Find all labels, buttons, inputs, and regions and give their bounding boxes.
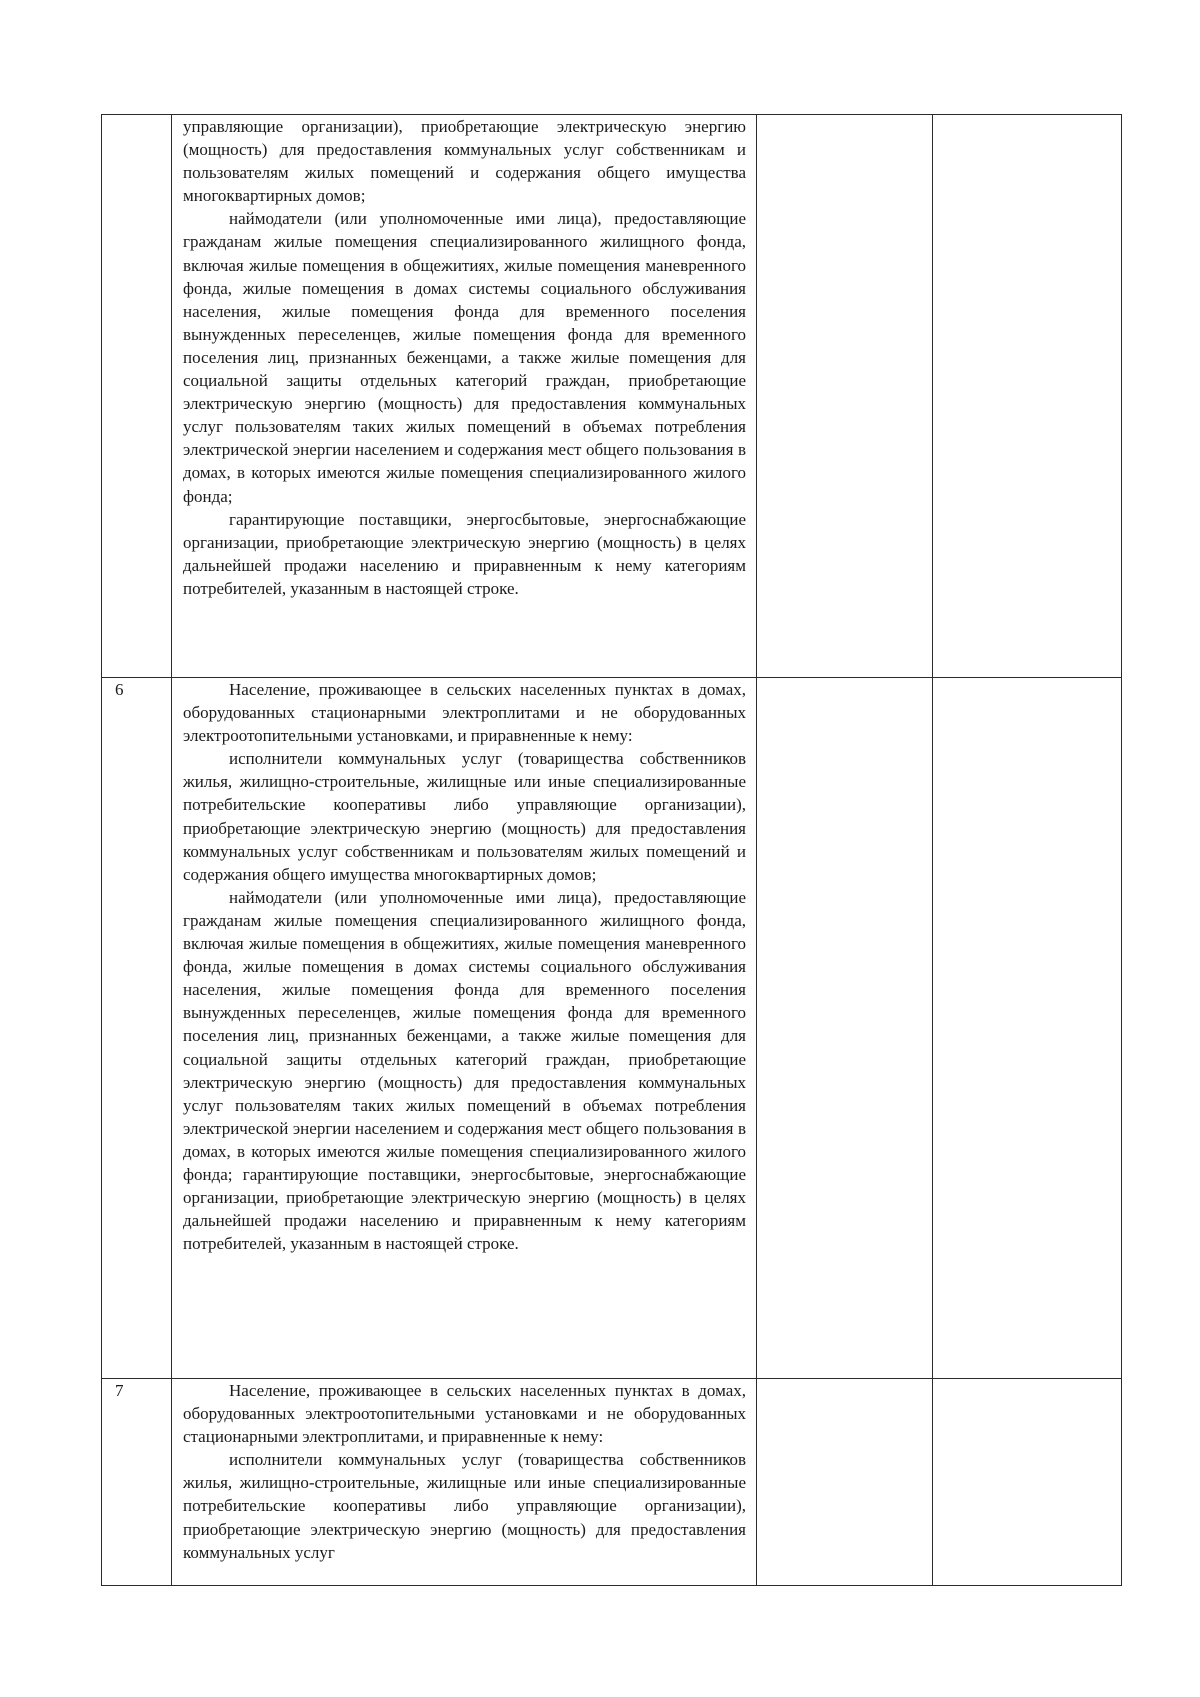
paragraph: исполнители коммунальных услуг (товарищества собственников жилья, жилищно-строительные, жилищные или иные специализированные потребительские кооперативы либо управляющие организации), приобретающие электрическую энергию (мощность) для предоставления коммунальных услуг собственникам и пользователям жилых помещений и содержания общего имущества многоквартирных домов; [183, 749, 746, 884]
paragraph: Население, проживающее в сельских населенных пунктах в домах, оборудованных электроотопительными установками и не оборудованных стационарными электроплитами, и приравненные к нему: [183, 1381, 746, 1447]
row-number-cell [102, 115, 172, 678]
empty-cell [933, 115, 1122, 678]
empty-cell [933, 1379, 1122, 1586]
row-number-cell: 6 [102, 678, 172, 1379]
paragraph: исполнители коммунальных услуг (товарищества собственников жилья, жилищно-строительные, жилищные или иные специализированные потребительские кооперативы либо управляющие организации), приобретающие электрическую энергию (мощность) для предоставления коммунальных услуг [183, 1450, 746, 1562]
paragraph: наймодатели (или уполномоченные ими лица), предоставляющие гражданам жилые помещения специализированного жилищного фонда, включая жилые помещения в общежитиях, жилые помещения маневренного фонда, жилые помещения в домах системы социального обслуживания населения, жилые помещения фонда для временного поселения вынужденных переселенцев, жилые помещения фонда для временного поселения лиц, признанных беженцами, а также жилые помещения для социальной защиты отдельных категорий граждан, приобретающие электрическую энергию (мощность) для предоставления коммунальных услуг пользователям таких жилых помещений в объемах потребления электрической энергии населением и содержания мест общего пользования в домах, в которых имеются жилые помещения специализированного жилого фонда; гарантирующие поставщики, энергосбытовые, энергоснабжающие организации, приобретающие электрическую энергию (мощность) в целях дальнейшей продажи населению и приравненным к нему категориям потребителей, указанным в настоящей строке. [183, 887, 746, 1254]
table-row [102, 678, 1122, 1379]
paragraph: наймодатели (или уполномоченные ими лица), предоставляющие гражданам жилые помещения специализированного жилищного фонда, включая жилые помещения в общежитиях, жилые помещения маневренного фонда, жилые помещения в домах системы социального обслуживания населения, жилые помещения фонда для временного поселения вынужденных переселенцев, жилые помещения фонда для временного поселения лиц, признанных беженцами, а также жилые помещения для социальной защиты отдельных категорий граждан, приобретающие электрическую энергию (мощность) для предоставления коммунальных услуг пользователям таких жилых помещений в объемах потребления электрической энергии населением и содержания мест общего пользования в домах, в которых имеются жилые помещения специализированного жилого фонда; [183, 209, 746, 506]
table-row [102, 115, 1122, 678]
row-description-cell [172, 678, 757, 1379]
empty-cell [757, 678, 933, 1379]
row-description-cell [172, 115, 757, 678]
paragraph: Население, проживающее в сельских населенных пунктах в домах, оборудованных стационарными электроплитами и не оборудованных электроотопительными установками, и приравненные к нему: [183, 680, 746, 746]
empty-cell [933, 678, 1122, 1379]
paragraph: управляющие организации), приобретающие электрическую энергию (мощность) для предоставления коммунальных услуг собственникам и пользователям жилых помещений и содержания общего имущества многоквартирных домов; [183, 117, 746, 206]
row-description-cell [172, 1379, 757, 1586]
cell-text-clip [183, 1379, 746, 1585]
table-row [102, 1379, 1122, 1586]
paragraph: гарантирующие поставщики, энергосбытовые, энергоснабжающие организации, приобретающие электрическую энергию (мощность) в целях дальнейшей продажи населению и приравненным к нему категориям потребителей, указанным в настоящей строке. [183, 509, 746, 598]
empty-cell [757, 115, 933, 678]
row-number-cell: 7 [102, 1379, 172, 1586]
empty-cell [757, 1379, 933, 1586]
tariff-table [101, 114, 1122, 1586]
